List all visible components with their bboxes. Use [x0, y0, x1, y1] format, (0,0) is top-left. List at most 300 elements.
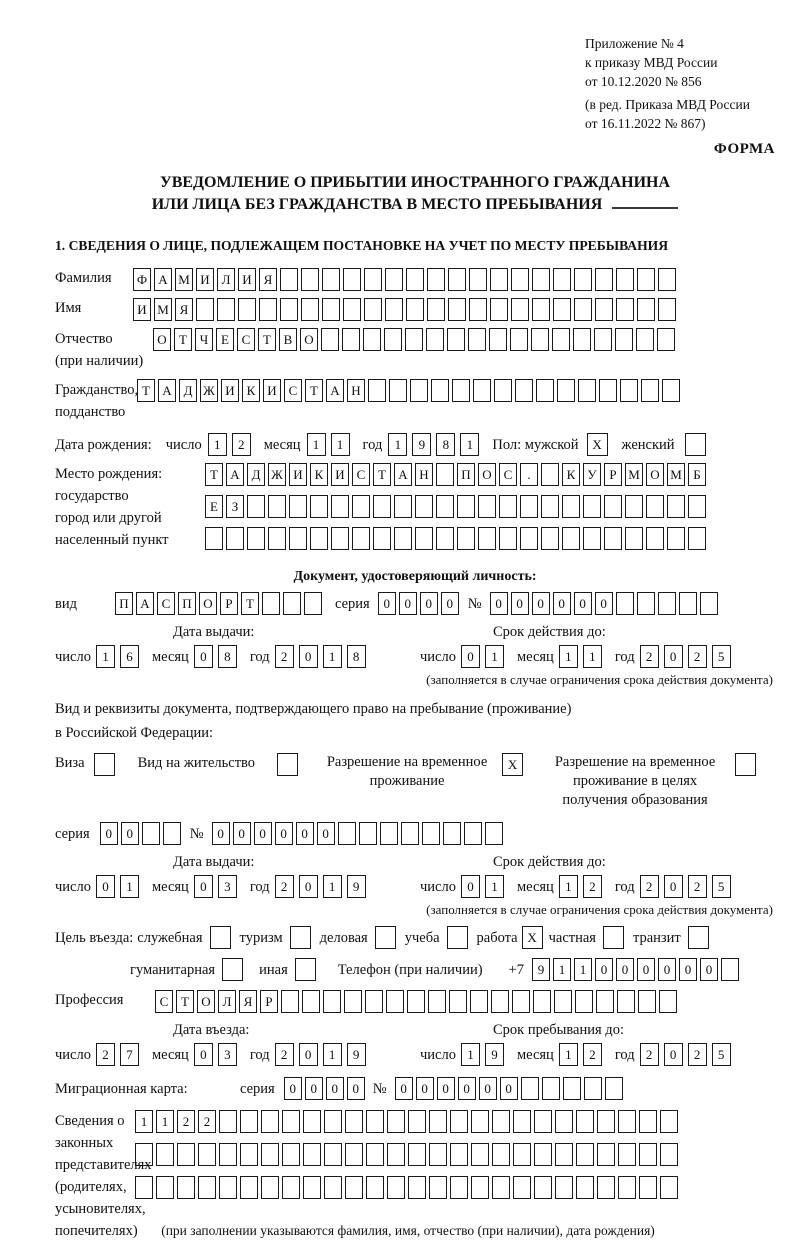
- char-box[interactable]: [385, 298, 403, 321]
- char-box[interactable]: [198, 1143, 216, 1166]
- char-box[interactable]: [464, 822, 482, 845]
- char-box[interactable]: 0: [121, 822, 139, 845]
- char-box[interactable]: [407, 990, 425, 1013]
- char-box[interactable]: [196, 298, 214, 321]
- char-box[interactable]: [473, 379, 491, 402]
- char-box[interactable]: 2: [640, 645, 659, 668]
- char-box[interactable]: 2: [232, 433, 251, 456]
- char-box[interactable]: [310, 527, 328, 550]
- char-box[interactable]: [344, 990, 362, 1013]
- char-box[interactable]: [492, 1176, 510, 1199]
- char-box[interactable]: П: [178, 592, 196, 615]
- char-box[interactable]: [478, 495, 496, 518]
- char-box[interactable]: [295, 958, 316, 981]
- char-box[interactable]: [573, 328, 591, 351]
- char-box[interactable]: [156, 1143, 174, 1166]
- char-box[interactable]: [345, 1143, 363, 1166]
- char-box[interactable]: [387, 1176, 405, 1199]
- char-box[interactable]: И: [238, 268, 256, 291]
- char-box[interactable]: [688, 926, 709, 949]
- char-box[interactable]: [268, 527, 286, 550]
- char-box[interactable]: 2: [583, 1043, 602, 1066]
- char-box[interactable]: [618, 1176, 636, 1199]
- char-box[interactable]: Я: [175, 298, 193, 321]
- char-box[interactable]: А: [326, 379, 344, 402]
- char-box[interactable]: [415, 495, 433, 518]
- char-box[interactable]: [408, 1110, 426, 1133]
- char-box[interactable]: [490, 298, 508, 321]
- char-box[interactable]: 0: [553, 592, 571, 615]
- char-box[interactable]: 0: [461, 645, 480, 668]
- char-box[interactable]: [499, 527, 517, 550]
- char-box[interactable]: [471, 1143, 489, 1166]
- char-box[interactable]: [268, 495, 286, 518]
- char-box[interactable]: [575, 990, 593, 1013]
- char-box[interactable]: [617, 990, 635, 1013]
- char-box[interactable]: Т: [258, 328, 276, 351]
- char-box[interactable]: [658, 268, 676, 291]
- char-box[interactable]: [408, 1143, 426, 1166]
- char-box[interactable]: [219, 1110, 237, 1133]
- char-box[interactable]: [415, 527, 433, 550]
- char-box[interactable]: Т: [176, 990, 194, 1013]
- char-box[interactable]: [259, 298, 277, 321]
- char-box[interactable]: 1: [156, 1110, 174, 1133]
- char-box[interactable]: 1: [553, 958, 571, 981]
- char-box[interactable]: [485, 822, 503, 845]
- char-box[interactable]: [450, 1143, 468, 1166]
- char-box[interactable]: [513, 1110, 531, 1133]
- char-box[interactable]: [406, 268, 424, 291]
- char-box[interactable]: [457, 495, 475, 518]
- char-box[interactable]: 0: [658, 958, 676, 981]
- char-box[interactable]: [576, 1110, 594, 1133]
- char-box[interactable]: 8: [347, 645, 366, 668]
- char-box[interactable]: 0: [233, 822, 251, 845]
- char-box[interactable]: А: [226, 463, 244, 486]
- char-box[interactable]: [688, 527, 706, 550]
- char-box[interactable]: 2: [583, 875, 602, 898]
- char-box[interactable]: М: [175, 268, 193, 291]
- char-box[interactable]: 3: [218, 875, 237, 898]
- char-box[interactable]: [604, 495, 622, 518]
- char-box[interactable]: [511, 268, 529, 291]
- char-box[interactable]: 2: [177, 1110, 195, 1133]
- char-box[interactable]: 1: [485, 645, 504, 668]
- char-box[interactable]: [660, 1110, 678, 1133]
- char-box[interactable]: [596, 990, 614, 1013]
- char-box[interactable]: [510, 328, 528, 351]
- char-box[interactable]: 0: [664, 1043, 683, 1066]
- char-box[interactable]: [261, 1143, 279, 1166]
- char-box[interactable]: [429, 1110, 447, 1133]
- char-box[interactable]: [406, 298, 424, 321]
- char-box[interactable]: [323, 990, 341, 1013]
- char-box[interactable]: [449, 990, 467, 1013]
- char-box[interactable]: З: [226, 495, 244, 518]
- char-box[interactable]: [597, 1110, 615, 1133]
- char-box[interactable]: [660, 1143, 678, 1166]
- char-box[interactable]: [616, 592, 634, 615]
- char-box[interactable]: С: [155, 990, 173, 1013]
- char-box[interactable]: И: [263, 379, 281, 402]
- char-box[interactable]: [595, 298, 613, 321]
- char-box[interactable]: [373, 527, 391, 550]
- char-box[interactable]: 0: [399, 592, 417, 615]
- char-box[interactable]: [638, 990, 656, 1013]
- char-box[interactable]: [283, 592, 301, 615]
- char-box[interactable]: [604, 527, 622, 550]
- char-box[interactable]: [387, 1143, 405, 1166]
- char-box[interactable]: Н: [415, 463, 433, 486]
- char-box[interactable]: 8: [218, 645, 237, 668]
- char-box[interactable]: [321, 328, 339, 351]
- char-box[interactable]: [513, 1143, 531, 1166]
- char-box[interactable]: [576, 1176, 594, 1199]
- char-box[interactable]: [534, 1176, 552, 1199]
- char-box[interactable]: [605, 1077, 623, 1100]
- char-box[interactable]: [238, 298, 256, 321]
- char-box[interactable]: [428, 990, 446, 1013]
- char-box[interactable]: 1: [461, 1043, 480, 1066]
- char-box[interactable]: У: [583, 463, 601, 486]
- char-box[interactable]: [366, 1110, 384, 1133]
- char-box[interactable]: [431, 379, 449, 402]
- char-box[interactable]: [345, 1110, 363, 1133]
- char-box[interactable]: [735, 753, 756, 776]
- char-box[interactable]: [637, 592, 655, 615]
- char-box[interactable]: [447, 328, 465, 351]
- char-box[interactable]: [616, 268, 634, 291]
- char-box[interactable]: С: [499, 463, 517, 486]
- char-box[interactable]: 0: [679, 958, 697, 981]
- char-box[interactable]: 5: [712, 1043, 731, 1066]
- char-box[interactable]: [562, 495, 580, 518]
- char-box[interactable]: [553, 268, 571, 291]
- char-box[interactable]: [322, 268, 340, 291]
- char-box[interactable]: 0: [595, 958, 613, 981]
- char-box[interactable]: [375, 926, 396, 949]
- char-box[interactable]: И: [289, 463, 307, 486]
- char-box[interactable]: [494, 379, 512, 402]
- char-box[interactable]: А: [154, 268, 172, 291]
- char-box[interactable]: [429, 1176, 447, 1199]
- char-box[interactable]: Р: [260, 990, 278, 1013]
- char-box[interactable]: [426, 328, 444, 351]
- char-box[interactable]: 0: [194, 1043, 213, 1066]
- char-box[interactable]: 1: [96, 645, 115, 668]
- char-box[interactable]: 0: [490, 592, 508, 615]
- char-box[interactable]: [646, 527, 664, 550]
- char-box[interactable]: [562, 527, 580, 550]
- char-box[interactable]: [667, 527, 685, 550]
- char-box[interactable]: [443, 822, 461, 845]
- char-box[interactable]: 6: [120, 645, 139, 668]
- char-box[interactable]: [363, 328, 381, 351]
- char-box[interactable]: [541, 527, 559, 550]
- char-box[interactable]: Л: [217, 268, 235, 291]
- char-box[interactable]: [620, 379, 638, 402]
- char-box[interactable]: [625, 495, 643, 518]
- char-box[interactable]: 5: [712, 645, 731, 668]
- char-box[interactable]: 0: [254, 822, 272, 845]
- char-box[interactable]: [616, 298, 634, 321]
- char-box[interactable]: О: [646, 463, 664, 486]
- char-box[interactable]: 0: [100, 822, 118, 845]
- char-box[interactable]: 2: [640, 875, 659, 898]
- char-box[interactable]: [457, 527, 475, 550]
- char-box[interactable]: Т: [241, 592, 259, 615]
- char-box[interactable]: [536, 379, 554, 402]
- char-box[interactable]: [364, 268, 382, 291]
- char-box[interactable]: [301, 298, 319, 321]
- char-box[interactable]: [618, 1143, 636, 1166]
- char-box[interactable]: [343, 268, 361, 291]
- char-box[interactable]: [352, 495, 370, 518]
- char-box[interactable]: 0: [664, 875, 683, 898]
- char-box[interactable]: А: [136, 592, 154, 615]
- char-box[interactable]: [324, 1143, 342, 1166]
- char-box[interactable]: 0: [574, 592, 592, 615]
- char-box[interactable]: 0: [664, 645, 683, 668]
- char-box[interactable]: 0: [275, 822, 293, 845]
- char-box[interactable]: [142, 822, 160, 845]
- char-box[interactable]: [662, 379, 680, 402]
- char-box[interactable]: 2: [275, 1043, 294, 1066]
- char-box[interactable]: [659, 990, 677, 1013]
- char-box[interactable]: [555, 1110, 573, 1133]
- char-box[interactable]: 0: [347, 1077, 365, 1100]
- char-box[interactable]: 2: [96, 1043, 115, 1066]
- char-box[interactable]: [700, 592, 718, 615]
- char-box[interactable]: [646, 495, 664, 518]
- char-box[interactable]: [625, 527, 643, 550]
- char-box[interactable]: [290, 926, 311, 949]
- char-box[interactable]: Т: [174, 328, 192, 351]
- char-box[interactable]: [512, 990, 530, 1013]
- char-box[interactable]: [515, 379, 533, 402]
- char-box[interactable]: С: [237, 328, 255, 351]
- char-box[interactable]: 0: [395, 1077, 413, 1100]
- char-box[interactable]: 1: [460, 433, 479, 456]
- char-box[interactable]: [217, 298, 235, 321]
- char-box[interactable]: [469, 298, 487, 321]
- char-box[interactable]: [492, 1143, 510, 1166]
- char-box[interactable]: [597, 1176, 615, 1199]
- char-box[interactable]: [555, 1176, 573, 1199]
- char-box[interactable]: [478, 527, 496, 550]
- char-box[interactable]: Д: [247, 463, 265, 486]
- char-box[interactable]: А: [158, 379, 176, 402]
- char-box[interactable]: [555, 1143, 573, 1166]
- char-box[interactable]: 1: [120, 875, 139, 898]
- char-box[interactable]: [261, 1176, 279, 1199]
- char-box[interactable]: [541, 463, 559, 486]
- char-box[interactable]: 7: [120, 1043, 139, 1066]
- char-box[interactable]: [384, 328, 402, 351]
- char-box[interactable]: [574, 268, 592, 291]
- char-box[interactable]: [394, 527, 412, 550]
- char-box[interactable]: [324, 1110, 342, 1133]
- char-box[interactable]: 0: [212, 822, 230, 845]
- char-box[interactable]: [553, 298, 571, 321]
- char-box[interactable]: 0: [194, 875, 213, 898]
- char-box[interactable]: [365, 990, 383, 1013]
- char-box[interactable]: [470, 990, 488, 1013]
- char-box[interactable]: [492, 1110, 510, 1133]
- char-box[interactable]: [450, 1176, 468, 1199]
- char-box[interactable]: 0: [637, 958, 655, 981]
- char-box[interactable]: [359, 822, 377, 845]
- char-box[interactable]: Ф: [133, 268, 151, 291]
- char-box[interactable]: И: [196, 268, 214, 291]
- char-box[interactable]: [721, 958, 739, 981]
- char-box[interactable]: 9: [412, 433, 431, 456]
- char-box[interactable]: [401, 822, 419, 845]
- char-box[interactable]: 0: [299, 1043, 318, 1066]
- char-box[interactable]: 1: [559, 645, 578, 668]
- char-box[interactable]: [210, 926, 231, 949]
- char-box[interactable]: 1: [331, 433, 350, 456]
- char-box[interactable]: Д: [179, 379, 197, 402]
- char-box[interactable]: [427, 298, 445, 321]
- char-box[interactable]: 2: [275, 645, 294, 668]
- char-box[interactable]: О: [197, 990, 215, 1013]
- char-box[interactable]: Р: [220, 592, 238, 615]
- char-box[interactable]: [679, 592, 697, 615]
- char-box[interactable]: 1: [323, 645, 342, 668]
- char-box[interactable]: 9: [347, 875, 366, 898]
- char-box[interactable]: [282, 1110, 300, 1133]
- char-box[interactable]: [447, 926, 468, 949]
- char-box[interactable]: 1: [485, 875, 504, 898]
- char-box[interactable]: [554, 990, 572, 1013]
- char-box[interactable]: [429, 1143, 447, 1166]
- char-box[interactable]: [240, 1176, 258, 1199]
- char-box[interactable]: И: [331, 463, 349, 486]
- char-box[interactable]: [281, 990, 299, 1013]
- char-box[interactable]: [452, 379, 470, 402]
- char-box[interactable]: 0: [96, 875, 115, 898]
- char-box[interactable]: [658, 592, 676, 615]
- char-box[interactable]: [380, 822, 398, 845]
- char-box[interactable]: [639, 1143, 657, 1166]
- char-box[interactable]: [636, 328, 654, 351]
- char-box[interactable]: [469, 268, 487, 291]
- char-box[interactable]: [574, 298, 592, 321]
- char-box[interactable]: 1: [574, 958, 592, 981]
- char-box[interactable]: [471, 1110, 489, 1133]
- char-box[interactable]: [240, 1143, 258, 1166]
- char-box[interactable]: В: [279, 328, 297, 351]
- char-box[interactable]: [289, 495, 307, 518]
- char-box[interactable]: Я: [239, 990, 257, 1013]
- char-box[interactable]: [261, 1110, 279, 1133]
- char-box[interactable]: [303, 1176, 321, 1199]
- char-box[interactable]: [177, 1176, 195, 1199]
- char-box[interactable]: [205, 527, 223, 550]
- char-box[interactable]: 0: [299, 645, 318, 668]
- char-box[interactable]: [532, 268, 550, 291]
- char-box[interactable]: [533, 990, 551, 1013]
- char-box[interactable]: 0: [194, 645, 213, 668]
- char-box[interactable]: [521, 1077, 539, 1100]
- char-box[interactable]: 1: [323, 1043, 342, 1066]
- char-box[interactable]: 9: [485, 1043, 504, 1066]
- char-box[interactable]: 0: [420, 592, 438, 615]
- char-box[interactable]: [331, 495, 349, 518]
- char-box[interactable]: Р: [604, 463, 622, 486]
- char-box[interactable]: [303, 1110, 321, 1133]
- char-box[interactable]: Т: [137, 379, 155, 402]
- char-box[interactable]: [222, 958, 243, 981]
- char-box[interactable]: [448, 268, 466, 291]
- char-box[interactable]: И: [133, 298, 151, 321]
- char-box[interactable]: 0: [317, 822, 335, 845]
- char-box[interactable]: [657, 328, 675, 351]
- char-box[interactable]: 0: [461, 875, 480, 898]
- char-box[interactable]: [410, 379, 428, 402]
- char-box[interactable]: 2: [640, 1043, 659, 1066]
- char-box[interactable]: [385, 268, 403, 291]
- char-box[interactable]: 1: [307, 433, 326, 456]
- char-box[interactable]: 0: [595, 592, 613, 615]
- char-box[interactable]: 0: [326, 1077, 344, 1100]
- char-box[interactable]: [342, 328, 360, 351]
- char-box[interactable]: [94, 753, 115, 776]
- char-box[interactable]: О: [153, 328, 171, 351]
- char-box[interactable]: [637, 268, 655, 291]
- char-box[interactable]: [578, 379, 596, 402]
- char-box[interactable]: 9: [532, 958, 550, 981]
- char-box[interactable]: [366, 1143, 384, 1166]
- char-box[interactable]: Б: [688, 463, 706, 486]
- char-box[interactable]: [373, 495, 391, 518]
- char-box[interactable]: 0: [305, 1077, 323, 1100]
- char-box[interactable]: Л: [218, 990, 236, 1013]
- char-box[interactable]: О: [478, 463, 496, 486]
- char-box[interactable]: [303, 1143, 321, 1166]
- char-box[interactable]: [389, 379, 407, 402]
- char-box[interactable]: [394, 495, 412, 518]
- char-box[interactable]: [226, 527, 244, 550]
- char-box[interactable]: Е: [205, 495, 223, 518]
- char-box[interactable]: [660, 1176, 678, 1199]
- char-box[interactable]: [387, 1110, 405, 1133]
- char-box[interactable]: [322, 298, 340, 321]
- char-box[interactable]: [531, 328, 549, 351]
- char-box[interactable]: М: [667, 463, 685, 486]
- char-box[interactable]: 0: [458, 1077, 476, 1100]
- char-box[interactable]: 1: [559, 1043, 578, 1066]
- char-box[interactable]: 1: [208, 433, 227, 456]
- char-box[interactable]: [499, 495, 517, 518]
- char-box[interactable]: [489, 328, 507, 351]
- char-box[interactable]: [450, 1110, 468, 1133]
- char-box[interactable]: [368, 379, 386, 402]
- char-box[interactable]: 0: [299, 875, 318, 898]
- char-box[interactable]: Т: [205, 463, 223, 486]
- char-box[interactable]: С: [352, 463, 370, 486]
- char-box[interactable]: К: [562, 463, 580, 486]
- char-box[interactable]: X: [522, 926, 543, 949]
- char-box[interactable]: [583, 527, 601, 550]
- char-box[interactable]: [427, 268, 445, 291]
- char-box[interactable]: Т: [373, 463, 391, 486]
- char-box[interactable]: [366, 1176, 384, 1199]
- char-box[interactable]: П: [457, 463, 475, 486]
- char-box[interactable]: [597, 1143, 615, 1166]
